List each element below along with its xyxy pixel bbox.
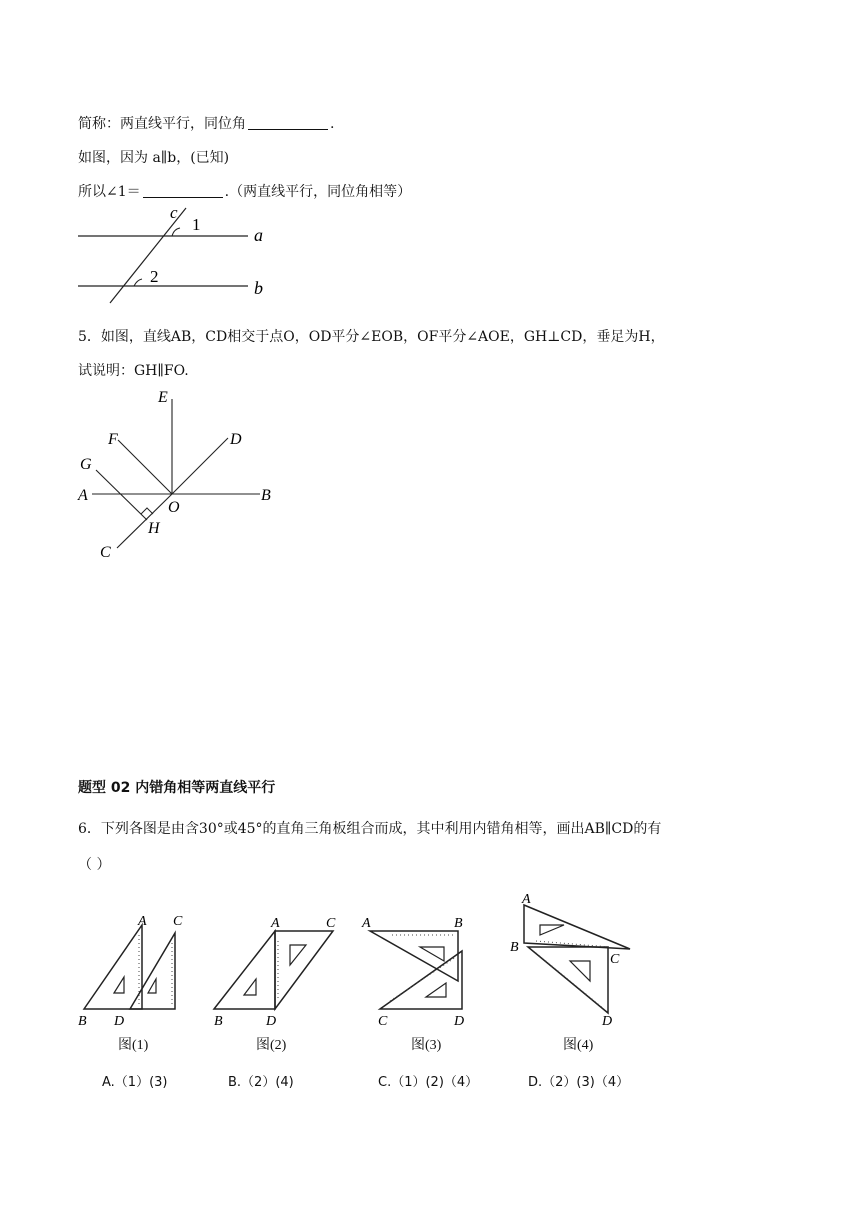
option-B[interactable]: B.（2）(4) — [228, 1075, 294, 1090]
fig4-label-C: C — [610, 952, 620, 967]
option-C[interactable]: C.（1）(2)（4） — [378, 1075, 479, 1090]
fig4-inner-bottom — [570, 961, 590, 981]
text-line-2: 如图，因为 a∥b，(已知) — [78, 150, 230, 166]
option-D[interactable]: D.（2）(3)（4） — [528, 1075, 630, 1090]
fig1-label-B: B — [78, 1014, 87, 1029]
figure-4 — [510, 892, 630, 1029]
ray-OD — [172, 438, 228, 494]
label-E: E — [158, 389, 168, 406]
fig4-label-D: D — [602, 1014, 613, 1029]
line-c — [110, 208, 186, 303]
fig3-inner-bottom — [426, 983, 446, 997]
angle-1-arc — [172, 228, 180, 236]
label-D: D — [230, 431, 242, 448]
caption-fig-4: 图(4) — [563, 1038, 594, 1053]
fig3-triangle-top — [370, 931, 458, 981]
text-shorthand: 简称：两直线平行，同位角 — [78, 116, 246, 132]
section-title: 题型 02 内错角相等两直线平行 — [78, 780, 276, 796]
label-a: a — [254, 225, 263, 245]
fig3-label-D: D — [454, 1014, 465, 1029]
triangle-ruler-figures — [70, 885, 650, 1035]
fig2-label-D: D — [266, 1014, 277, 1029]
right-angle-mark — [141, 508, 153, 514]
problem-5-text: 5．如图，直线AB，CD相交于点O，OD平分∠EOB，OF平分∠AOE，GH⊥CD，垂足为H， — [78, 329, 665, 345]
fig2-label-A: A — [271, 916, 280, 931]
caption-fig-2: 图(2) — [256, 1038, 287, 1053]
problem-6-text: 6．下列各图是由含30°或45°的直角三角板组合而成，其中利用内错角相等，画出AB∥CD的有 — [78, 821, 662, 837]
figure-3 — [361, 916, 464, 1029]
answer-blank-1[interactable] — [248, 115, 328, 130]
caption-fig-1: 图(1) — [118, 1038, 149, 1053]
fig2-label-B: B — [214, 1014, 223, 1029]
figure-2 — [214, 916, 336, 1029]
text-therefore: 所以∠1＝ — [78, 184, 141, 200]
option-A[interactable]: A.（1）(3) — [102, 1075, 168, 1090]
fig2-triangle-right — [275, 931, 333, 1009]
period: . — [330, 116, 335, 132]
caption-fig-3: 图(3) — [411, 1038, 442, 1053]
figure-1 — [78, 914, 183, 1029]
label-H: H — [148, 520, 160, 537]
ray-OF — [118, 440, 172, 494]
fig4-inner-top — [540, 925, 564, 935]
fig1-triangle-right — [130, 933, 175, 1009]
fig3-label-A: A — [362, 916, 371, 931]
intersecting-lines-figure — [70, 385, 285, 565]
text-reason: .（两直线平行，同位角相等） — [224, 184, 412, 200]
problem-5-prove: 试说明：GH∥FO. — [78, 363, 189, 379]
segment-GH — [96, 470, 147, 520]
ray-OC — [117, 494, 172, 548]
fig3-label-B: B — [454, 916, 463, 931]
fig2-triangle-left — [214, 931, 275, 1009]
answer-blank-2[interactable] — [143, 183, 223, 198]
fig4-label-A: A — [522, 892, 531, 907]
label-c: c — [170, 203, 178, 222]
label-A: A — [78, 487, 88, 504]
label-C: C — [100, 544, 111, 561]
label-G: G — [80, 456, 92, 473]
label-O: O — [168, 499, 180, 516]
problem-6-choice-paren: （ ） — [78, 857, 111, 873]
fig3-inner-top — [420, 947, 444, 961]
fig2-label-C: C — [326, 916, 336, 931]
label-B: B — [261, 487, 271, 504]
text-line-3 — [78, 181, 411, 201]
angle-2-arc — [134, 279, 142, 286]
parallel-lines-figure — [70, 200, 280, 305]
label-1: 1 — [192, 215, 201, 234]
fig4-triangle-bottom — [528, 947, 608, 1013]
fig2-inner-left — [244, 979, 256, 995]
label-b: b — [254, 278, 263, 298]
text-line-1 — [78, 113, 334, 133]
fig1-triangle-left — [84, 925, 142, 1009]
fig2-inner-right — [290, 945, 306, 965]
fig3-label-C: C — [378, 1014, 388, 1029]
label-2: 2 — [150, 267, 159, 286]
fig1-label-A: A — [138, 914, 147, 929]
fig1-label-C: C — [173, 914, 183, 929]
label-F: F — [108, 431, 118, 448]
fig1-inner-left — [114, 977, 124, 993]
fig1-inner-right — [148, 979, 156, 993]
fig4-label-B: B — [510, 940, 519, 955]
fig1-label-D: D — [114, 1014, 125, 1029]
